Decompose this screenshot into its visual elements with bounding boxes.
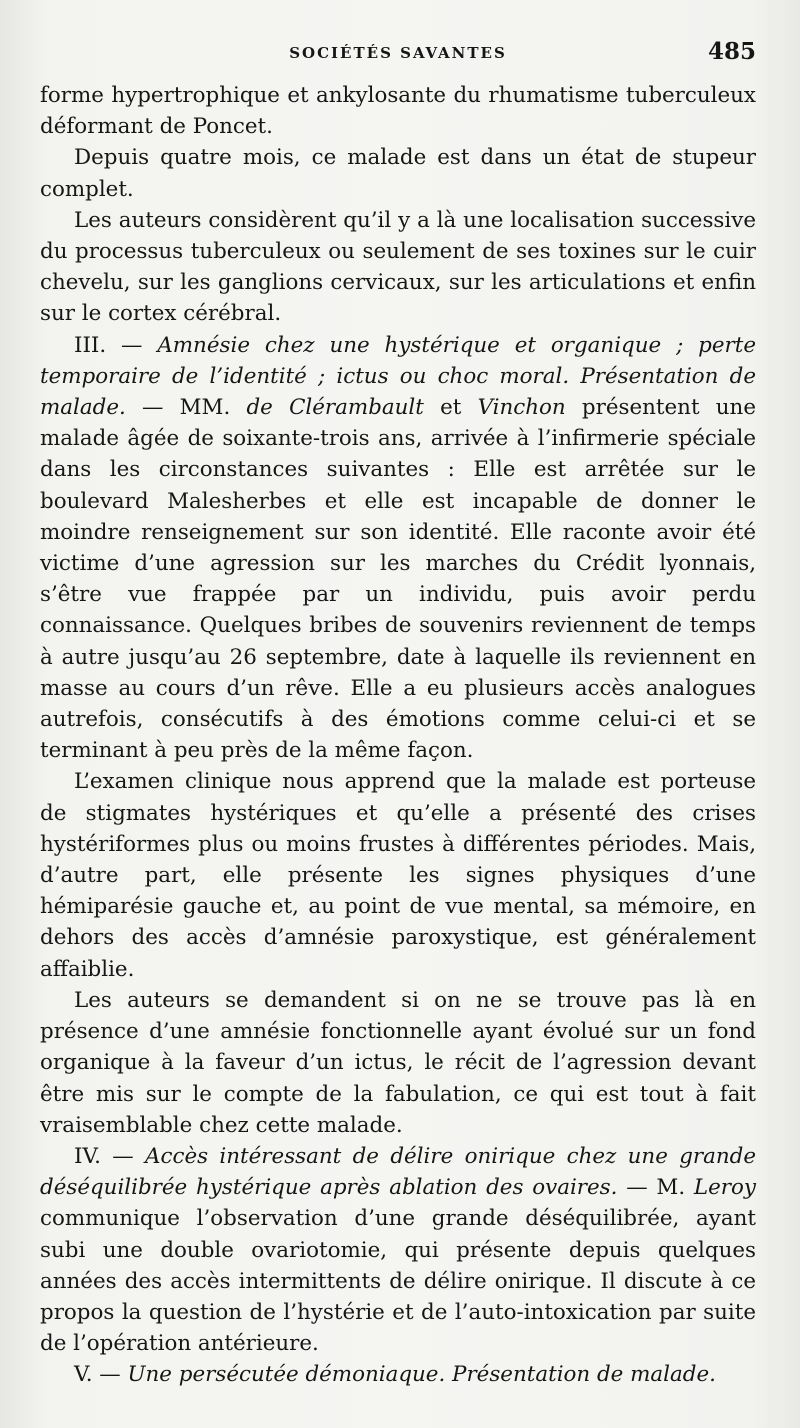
page-number: 485 <box>707 38 756 65</box>
section-title: Accès intéressant de délire onirique chez une grande déséquilibrée hystérique après ablation des ovaires. <box>40 1143 756 1201</box>
paragraph-text: forme hypertrophique et ankylosante du rhumatisme tuberculeux déformant de Poncet. <box>40 83 756 140</box>
paragraph <box>40 985 756 1141</box>
author-name: de Clérambault <box>246 395 424 421</box>
separator: — M. <box>617 1175 694 1201</box>
page-header <box>40 38 756 80</box>
paragraph-text: Les auteurs considèrent qu’il y a là une localisation successive du processus tuberculeux ou seulement de ses toxines sur le cuir chevelu, sur les ganglions cervicaux, sur les articulations et enfin sur le cortex cérébral. <box>40 207 756 327</box>
section-iv <box>40 1141 756 1359</box>
section-numeral: III. — <box>74 332 158 358</box>
paragraph-text: Depuis quatre mois, ce malade est dans un état de stupeur complet. <box>40 145 756 202</box>
paragraph-text: L’examen clinique nous apprend que la malade est porteuse de stigmates hystériques et qu’elle a présenté des crises hystériformes plus ou moins frustes à différentes périodes. Mais, d’autre part, elle présente les signes physiques d’une hémiparésie gauche et, au point de vue mental, sa mémoire, en dehors des accès d’amnésie paroxystique, est généralement affaiblie. <box>40 769 756 982</box>
separator: — MM. <box>125 395 247 421</box>
section-title: Une persécutée démoniaque. Présentation de malade. <box>127 1362 716 1388</box>
paragraph <box>40 205 756 330</box>
article-body <box>40 80 756 1391</box>
section-numeral: V. — <box>74 1362 128 1388</box>
paragraph <box>40 766 756 984</box>
paragraph-text: Les auteurs se demandent si on ne se trouve pas là en présence d’une amnésie fonctionnelle ayant évolué sur un fond organique à la faveur d’un ictus, le récit de l’agression devant être mis sur le compte de la fabulation, ce qui est tout à fait vraisemblable chez cette malade. <box>40 987 756 1138</box>
author-name: Vinchon <box>477 395 566 421</box>
paragraph-continuation <box>40 80 756 142</box>
conjunction: et <box>423 395 478 421</box>
section-v <box>40 1359 756 1390</box>
section-iii <box>40 330 756 767</box>
author-name: Leroy <box>693 1175 756 1201</box>
paragraph <box>40 142 756 204</box>
section-numeral: IV. — <box>74 1143 146 1169</box>
paragraph-text: communique l’observation d’une grande déséquilibrée, ayant subi une double ovariotomie, qui présente depuis quelques années des accès intermittents de délire onirique. Il discute à ce propos la question de l’hystérie et de l’auto-intoxication par suite de l’opération antérieure. <box>40 1206 756 1357</box>
section-title: Amnésie chez une hystérique et organique ; perte temporaire de l’identité ; ictus ou choc moral. Présentation de malade. <box>40 332 756 421</box>
paragraph-text: présentent une malade âgée de soixante-trois ans, arrivée à l’infirmerie spéciale dans les circonstances suivantes : Elle est arrêtée sur le boulevard Malesherbes et elle est incapable de donner le moindre renseignement sur son identité. Elle raconte avoir été victime d’une agression sur les marches du Crédit lyonnais, s’être vue frappée par un individu, puis avoir perdu connaissance. Quelques bribes de souvenirs reviennent de temps à autre jusqu’au 26 septembre, date à laquelle ils reviennent en masse au cours d’un rêve. Elle a eu plusieurs accès analogues autrefois, consécutifs à des émotions comme celui-ci et se terminant à peu près de la même façon. <box>40 395 756 764</box>
running-head: SOCIÉTÉS SAVANTES <box>289 44 507 62</box>
